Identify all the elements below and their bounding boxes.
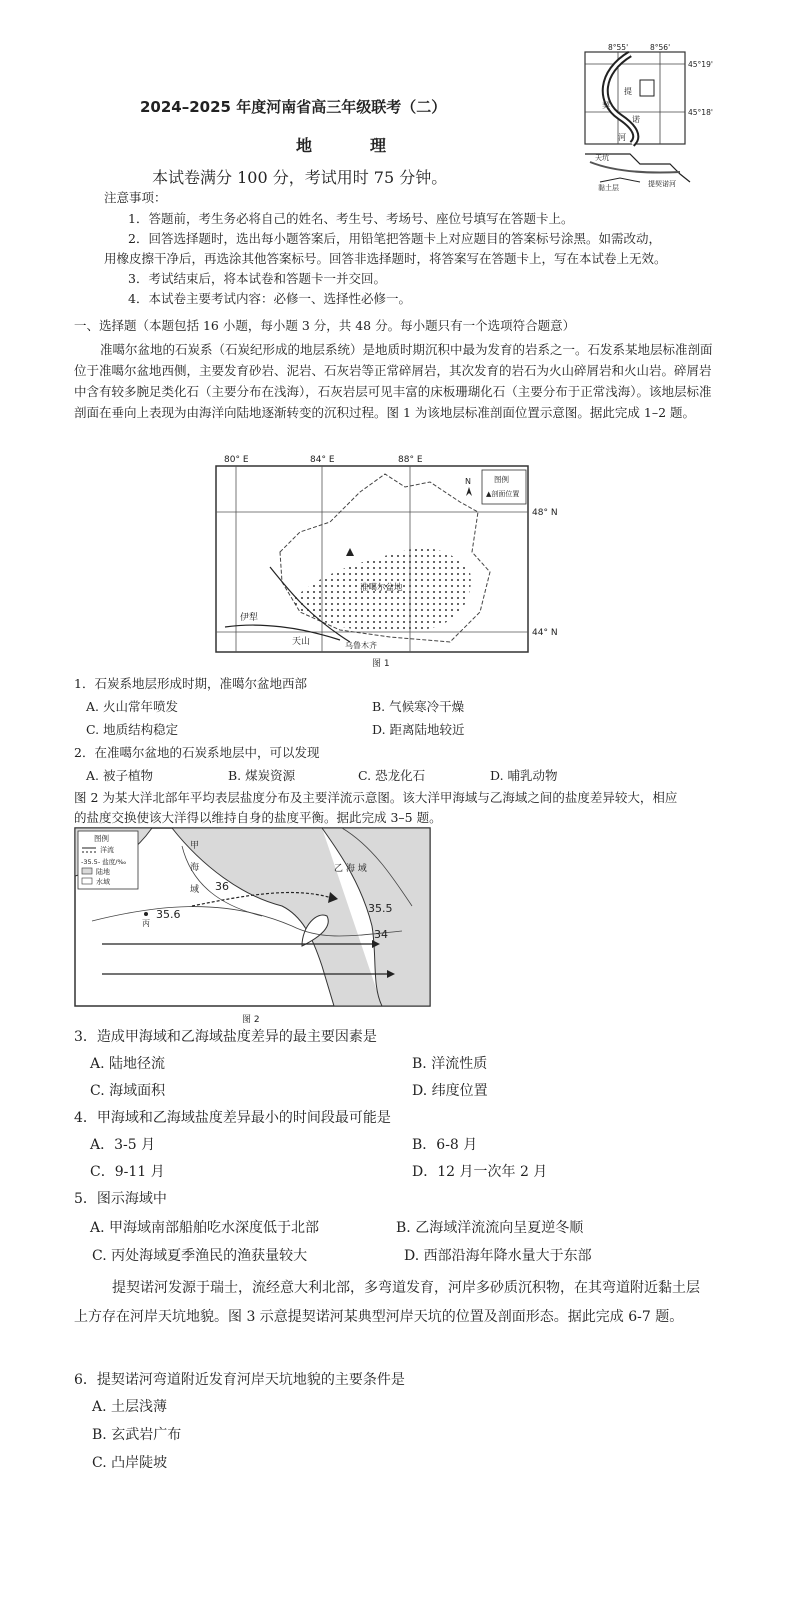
q1-option-a: A. 火山常年喷发	[86, 699, 178, 714]
fig2-label-jia: 甲	[190, 841, 200, 851]
q4-option-c: C．9-11 月	[90, 1164, 165, 1180]
q3-stem: 3．造成甲海域和乙海域盐度差异的最主要因素是	[74, 1029, 377, 1045]
fig1-basin-label: 准噶尔盆地	[360, 583, 403, 593]
q5-option-a: A. 甲海域南部船舶吃水深度低于北部	[90, 1220, 320, 1236]
passage-3: 提契诺河发源于瑞士，流经意大利北部，多弯道发育，河岸多砂质沉积物，在其弯道附近黏土层上方存在河岸天坑地貌。图 3 示意提契诺河某典型河岸天坑的位置及剖面形态。据此完成 6-7 题。	[74, 1280, 700, 1325]
notice-item-2a: 2．回答选择题时，选出每小题答案后，用铅笔把答题卡上对应题目的答案标号涂黑。如需改动，	[128, 231, 661, 246]
figure-2	[72, 826, 434, 1026]
notice-heading: 注意事项：	[104, 190, 167, 205]
fig2-label-yi-sea: 乙 海 域	[334, 864, 367, 874]
q3-option-d: D. 纬度位置	[412, 1083, 488, 1099]
q4-option-a: A．3-5 月	[90, 1137, 156, 1153]
fig2-label-yu: 域	[190, 885, 200, 895]
fig3-lon2: 8°56'	[650, 43, 671, 52]
fig3-label-ti: 提	[624, 87, 632, 96]
fig3-label-qi: 契	[602, 101, 610, 110]
q4-stem: 4．甲海域和乙海域盐度差异最小的时间段最可能是	[74, 1110, 391, 1126]
fig1-label-wulumuqi: 乌鲁木齐	[345, 641, 377, 650]
fig3-lon1: 8°55'	[608, 43, 629, 52]
fig3-lat2: 45°18'	[688, 108, 713, 117]
notice-item-1: 1．答题前，考生务必将自己的姓名、考生号、考场号、座位号填写在答题卡上。	[128, 211, 574, 226]
passage-2-line-2: 的盐度交换使该大洋得以维持自身的盐度平衡。据此完成 3–5 题。	[74, 810, 442, 825]
fig2-label-bing: 丙	[142, 919, 150, 928]
q1-stem: 1．石炭系地层形成时期，准噶尔盆地西部	[74, 676, 307, 691]
q2-stem: 2．在准噶尔盆地的石炭系地层中，可以发现	[74, 745, 320, 760]
fig1-lon3: 88° E	[398, 455, 423, 465]
q6-stem: 6．提契诺河弯道附近发育河岸天坑地貌的主要条件是	[74, 1372, 405, 1388]
q6-option-b: B. 玄武岩广布	[92, 1427, 182, 1443]
q2-option-b: B. 煤炭资源	[228, 768, 296, 783]
exam-title: 2024–2025 年度河南省高三年级联考（二）	[140, 98, 447, 116]
exam-info: 本试卷满分 100 分，考试用时 75 分钟。	[152, 168, 448, 187]
q6-option-c: C. 凸岸陡坡	[92, 1455, 168, 1471]
fig2-val-36: 36	[215, 880, 229, 893]
passage-1: 准噶尔盆地的石炭系（石炭纪形成的地层系统）是地质时期沉积中最为发育的岩系之一。石发系某地层标准剖面位于准噶尔盆地西侧，主要发育砂岩、泥岩、石灰岩等正常碎屑岩，其次发育的岩石为火山碎屑岩和火山岩。碎屑岩中含有较多腕足类化石（主要分布在浅海），石灰岩层可见丰富的床板珊瑚化石（主要分布于正常浅海）。该地层标准剖面在垂向上表现为由海洋向陆地逐渐转变的沉积过程。图 1 为该地层标准剖面位置示意图。据此完成 1–2 题。	[74, 342, 713, 420]
fig3-label-tiankeng: 天坑	[595, 154, 609, 162]
section-heading: 一、选择题（本题包括 16 小题，每小题 3 分，共 48 分。每小题只有一个选项符合题意）	[74, 318, 576, 333]
q1-option-c: C. 地质结构稳定	[86, 722, 179, 737]
q3-option-b: B. 洋流性质	[412, 1056, 488, 1072]
q2-option-d: D. 哺乳动物	[490, 768, 558, 783]
fig1-lat2: 44° N	[532, 628, 558, 638]
fig1-north: N	[465, 477, 471, 486]
notice-item-3: 3．考试结束后，将本试卷和答题卡一并交回。	[128, 271, 386, 286]
fig1-lat1: 48° N	[532, 508, 558, 518]
q2-option-a: A. 被子植物	[86, 768, 153, 783]
q3-option-a: A. 陆地径流	[90, 1056, 166, 1072]
fig3-label-clay: 黏土层	[598, 184, 619, 192]
fig2-val-356: 35.6	[156, 908, 181, 921]
q5-option-c: C. 丙处海域夏季渔民的渔获量较大	[92, 1248, 308, 1264]
fig1-label-yili: 伊犁	[240, 613, 259, 623]
notice-item-4: 4．本试卷主要考试内容：必修一、选择性必修一。	[128, 291, 411, 306]
fig1-lon1: 80° E	[224, 455, 249, 465]
q4-option-b: B．6-8 月	[412, 1137, 478, 1153]
fig2-caption: 图 2	[242, 1015, 260, 1025]
q6-option-a: A. 土层浅薄	[92, 1399, 168, 1415]
q4-option-d: D．12 月一次年 2 月	[412, 1164, 548, 1180]
fig2-legend-water: 水域	[96, 878, 110, 886]
fig2-legend-land: 陆地	[96, 868, 110, 876]
fig1-legend-item: ▲剖面位置	[486, 490, 520, 498]
fig3-label-river: 提契诺河	[648, 180, 676, 188]
q1-option-b: B. 气候寒冷干燥	[372, 699, 465, 714]
passage-2-line-1: 图 2 为某大洋北部年平均表层盐度分布及主要洋流示意图。该大洋甲海域与乙海域之间的盐度差异较大，相应	[74, 790, 678, 805]
subject-char-1: 地	[296, 136, 315, 155]
fig2-val-355: 35.5	[368, 902, 393, 915]
figure-3	[580, 42, 780, 194]
q5-option-b: B. 乙海域洋流流向呈夏逆冬顺	[396, 1220, 584, 1236]
fig1-caption: 图 1	[372, 659, 390, 669]
fig2-legend-salinity: -35.5- 盐度/‰	[81, 858, 127, 866]
q1-option-d: D. 距离陆地较近	[372, 722, 465, 737]
subject-char-2: 理	[370, 136, 389, 155]
fig2-legend-current: 洋流	[100, 846, 114, 854]
fig1-legend-title: 图例	[494, 475, 509, 484]
fig1-label-tianshan: 天山	[292, 637, 311, 647]
fig3-label-he: 河	[618, 133, 626, 142]
fig3-label-nuo: 诺	[632, 115, 640, 124]
q3-option-c: C. 海域面积	[90, 1083, 166, 1099]
fig2-legend-title: 图例	[94, 834, 109, 843]
fig2-val-34: 34	[374, 928, 388, 941]
fig1-lon2: 84° E	[310, 455, 335, 465]
fig2-label-hai: 海	[190, 863, 200, 873]
q5-option-d: D. 西部沿海年降水量大于东部	[404, 1248, 592, 1264]
fig3-lat1: 45°19'	[688, 60, 713, 69]
q2-option-c: C. 恐龙化石	[358, 768, 426, 783]
q5-stem: 5．图示海域中	[74, 1191, 167, 1207]
figure-1	[210, 452, 570, 670]
notice-item-2b: 用橡皮擦干净后，再选涂其他答案标号。回答非选择题时，将答案写在答题卡上，写在本试卷上无效。	[104, 251, 667, 266]
